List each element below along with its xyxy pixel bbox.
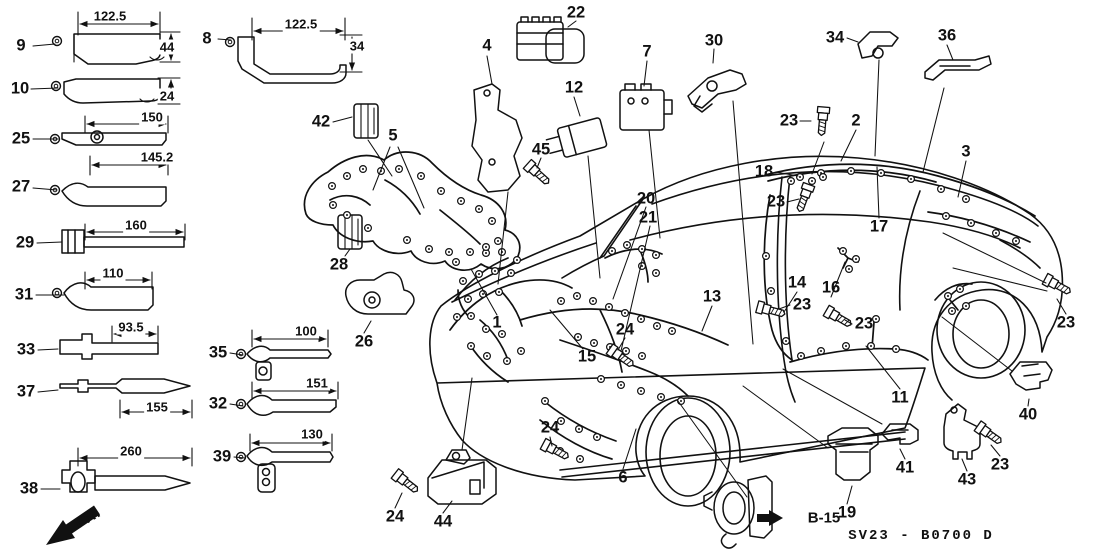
dim-label-d8-h: 34 [349,38,365,54]
part-label-5: 5 [388,126,398,145]
part-label-31: 31 [14,285,34,304]
dim-label-d9-w: 122.5 [93,8,127,24]
part-label-41: 41 [895,458,915,477]
part-9-drawing [53,34,165,64]
part-label-39: 39 [212,447,232,466]
part-label-29: 29 [15,233,35,252]
part-35-drawing [237,346,332,380]
part-label-33: 33 [16,340,36,359]
part-31-drawing [53,283,154,310]
part-label-3: 3 [961,142,971,161]
part-label-23b: 23 [766,192,786,211]
part-34-clip [858,32,898,58]
part-8-drawing [226,37,347,83]
part-label-7: 7 [642,42,652,61]
part-29-drawing [62,230,184,253]
part-label-25: 25 [11,129,31,148]
dim-label-d9-h: 44 [159,39,175,55]
dim-label-d27: 145.2 [140,149,174,165]
part-label-14: 14 [787,273,807,292]
part-label-18: 18 [754,162,774,181]
part-30-bracket [688,70,746,112]
part-28-clip [338,215,362,249]
part-36-bracket [925,56,991,80]
fr-direction-arrow [46,506,100,546]
part-label-6: 6 [618,468,628,487]
cabin-harness-runs [450,164,1038,459]
part-label-30: 30 [704,31,724,50]
part-label-2: 2 [851,111,861,130]
part-label-11: 11 [891,388,909,407]
part-26-connector [346,272,414,314]
part-label-19: 19 [837,503,857,522]
part-label-37: 37 [16,382,36,401]
b15-grommet [704,476,772,548]
part-label-43: 43 [957,470,977,489]
part-label-24b: 24 [540,418,560,437]
part-label-23d: 23 [854,314,874,333]
part-27-drawing [51,183,167,206]
part-label-23e: 23 [1056,313,1076,332]
dim-label-d32: 151 [306,375,328,391]
part-39-drawing [237,447,334,492]
part-label-44: 44 [433,512,453,531]
part-label-40: 40 [1018,405,1038,424]
part-label-16: 16 [821,278,841,297]
part-25-drawing [51,131,167,145]
part-33-drawing [60,334,158,359]
harness-connectors [329,166,1020,463]
part-label-10: 10 [10,79,30,98]
dim-label-d29: 160 [125,217,147,233]
part-label-12: 12 [564,78,584,97]
part-label-8: 8 [202,29,212,48]
part-label-21: 21 [638,208,658,227]
part-22-relay-box [517,17,584,63]
part-7-relay [620,84,672,130]
part-label-1: 1 [492,313,502,332]
part-label-38: 38 [19,479,39,498]
part-label-35: 35 [208,343,228,362]
dim-label-d25: 150 [141,109,163,125]
dim-label-d31: 110 [102,265,124,281]
part-42-clip [354,104,378,138]
part-label-15: 15 [577,347,597,366]
diagram-code: SV23 - B0700 D [848,528,994,544]
dim-label-d39: 130 [301,426,323,442]
part-label-34: 34 [825,28,845,47]
part-32-drawing [237,395,337,415]
part-label-28: 28 [329,255,349,274]
part-label-23f: 23 [990,455,1010,474]
part-38-drawing [62,461,190,492]
part-37-drawing [60,379,190,393]
part-label-26: 26 [354,332,374,351]
part-12-connector [544,117,607,161]
part-label-9: 9 [16,36,26,55]
part-label-17: 17 [869,217,889,236]
part-label-36: 36 [937,26,957,45]
part-label-23c: 23 [792,295,812,314]
part-label-22: 22 [566,3,586,22]
dim-label-d37: 155 [146,399,168,415]
part-label-24c: 24 [385,507,405,526]
part-label-20: 20 [636,189,656,208]
part-label-45: 45 [531,140,551,159]
part-4-bracket [472,84,522,192]
dimension-lines [78,12,362,466]
part-label-4: 4 [482,36,492,55]
part-label-32: 32 [208,394,228,413]
dim-label-d38: 260 [120,443,142,459]
part-45-bolt [523,160,552,188]
dim-label-d35: 100 [295,323,317,339]
part-10-drawing [52,79,161,103]
dim-label-d8-w: 122.5 [284,16,318,32]
fr-direction-label: FR. [71,503,105,533]
part-label-24a: 24 [615,320,635,339]
part-label-13: 13 [702,287,722,306]
part-label-23a: 23 [779,111,799,130]
b15-arrow-icon [757,510,783,526]
b15-reference-label: B-15 [807,509,841,527]
part-label-27: 27 [11,177,31,196]
dim-label-d10-h: 24 [159,88,175,104]
part-40-clip [1010,362,1052,390]
dim-label-d33: 93.5 [118,319,144,335]
part-label-42: 42 [311,112,331,131]
